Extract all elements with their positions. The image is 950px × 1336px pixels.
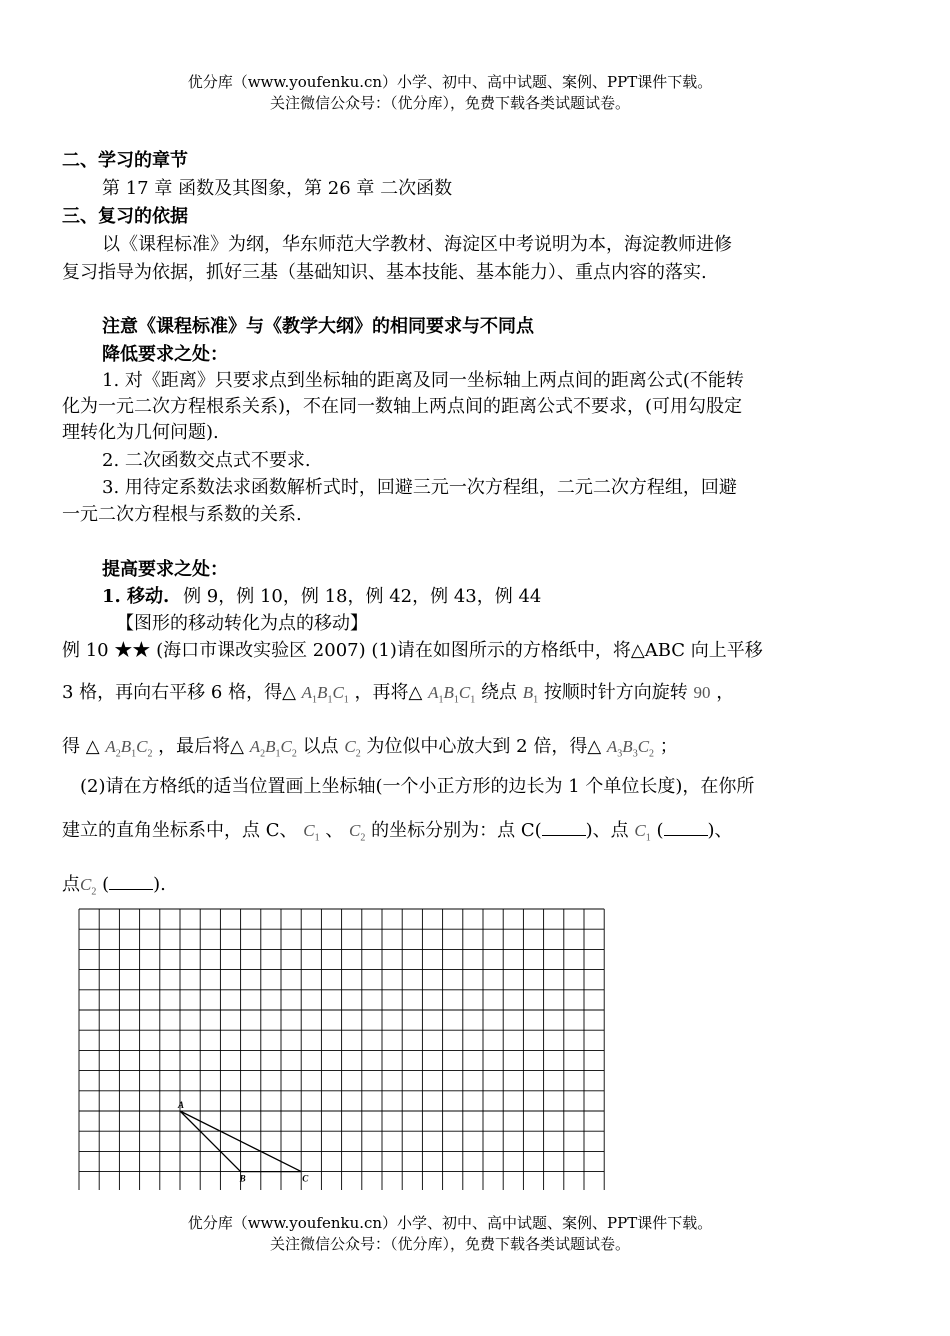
math-c2: $C_2$ <box>349 821 366 844</box>
math-b1: $B_1$ <box>522 683 539 706</box>
text-segment: ). <box>153 874 166 895</box>
math-a2b1c2: $A_2B_1C_2$ <box>105 737 153 760</box>
lower-item-3-line-2: 一元二次方程根与系数的关系. <box>62 504 302 525</box>
section-2-text: 第 17 章 函数及其图象，第 26 章 二次函数 <box>102 178 453 199</box>
vertex-label-b: B <box>239 1173 246 1184</box>
math-c1: $C_1$ <box>303 821 320 844</box>
text-segment: ，再将△ <box>354 682 423 703</box>
move-examples: 例 9，例 10，例 18，例 42，例 43，例 44 <box>183 586 542 607</box>
math-90-degree: 90 <box>693 683 711 702</box>
move-bracket: 【图形的移动转化为点的移动】 <box>116 613 368 634</box>
text-segment: 、 <box>325 820 344 841</box>
vertex-label-a: A <box>178 1100 185 1110</box>
lower-requirements-heading: 降低要求之处： <box>102 344 228 365</box>
footer-line-1: 优分库（www.youfenku.cn）小学、初中、高中试题、案例、PPT课件下载。 <box>187 1214 713 1232</box>
text-segment: 以点 <box>302 736 339 757</box>
answer-blank-c2[interactable] <box>109 873 153 890</box>
page-header <box>0 72 900 114</box>
text-segment: 按顺时针方向旋转 <box>543 682 688 703</box>
footer-line-2: 关注微信公众号：（优分库），免费下载各类试题试卷。 <box>269 1235 630 1253</box>
text-segment: 得 △ <box>62 736 100 757</box>
text-segment: )、 <box>707 820 733 841</box>
answer-blank-c[interactable] <box>542 819 586 836</box>
example-10-line-6 <box>62 870 852 897</box>
text-segment: 点 <box>62 874 80 895</box>
section-2-heading: 二、学习的章节 <box>62 150 188 171</box>
example-10-line-5 <box>62 816 852 843</box>
text-segment: ， <box>716 682 735 703</box>
section-3-para-line-1: 以《课程标准》为纲，华东师范大学教材、海淀区中考说明为本，海淀教师进修 <box>102 234 732 255</box>
example-10-line-1: 例 10 ★★ (海口市课改实验区 2007) (1)请在如图所示的方格纸中，将△ABC 向上平移 <box>62 640 763 661</box>
answer-blank-c1[interactable] <box>664 819 708 836</box>
section-3-heading: 三、复习的依据 <box>62 206 188 227</box>
math-c1: $C_1$ <box>634 821 651 844</box>
lower-item-1-line-3: 理转化为几何问题). <box>62 422 219 443</box>
math-a2b1c2: $A_2B_1C_2$ <box>249 737 297 760</box>
text-segment: ( <box>656 820 664 841</box>
math-a1b1c1: $A_1B_1C_1$ <box>301 683 349 706</box>
example-10-line-3 <box>62 732 852 759</box>
example-10-line-4: (2)请在方格纸的适当位置画上坐标轴(一个小正方形的边长为 1 个单位长度)，在你所 <box>80 776 755 797</box>
text-segment: 3 格，再向右平移 6 格，得△ <box>62 682 296 703</box>
header-line-1: 优分库（www.youfenku.cn）小学、初中、高中试题、案例、PPT课件下载。 <box>187 73 713 91</box>
section-3-para-line-2: 复习指导为依据，抓好三基（基础知识、基本技能、基本能力）、重点内容的落实. <box>62 262 707 283</box>
text-segment: )、点 <box>585 820 629 841</box>
text-segment: 的坐标分别为：点 C( <box>371 820 542 841</box>
text-segment: 建立的直角坐标系中，点 C、 <box>62 820 298 841</box>
vertex-label-c: C <box>302 1173 309 1184</box>
text-segment: ，最后将△ <box>158 736 245 757</box>
grid-figure <box>78 908 606 1190</box>
math-a3b3c2: $A_3B_3C_2$ <box>606 737 655 760</box>
lower-item-1-line-1: 1. 对《距离》只要求点到坐标轴的距离及同一坐标轴上两点间的距离公式(不能转 <box>102 370 744 391</box>
text-segment: 为位似中心放大到 2 倍，得△ <box>366 736 602 757</box>
text-segment: ( <box>102 874 110 895</box>
note-heading: 注意《课程标准》与《教学大纲》的相同要求与不同点 <box>102 316 534 337</box>
math-a1b1c1: $A_1B_1C_1$ <box>428 683 476 706</box>
math-c2: $C_2$ <box>80 875 97 898</box>
raise-requirements-heading: 提高要求之处： <box>102 559 228 580</box>
page-footer <box>0 1213 900 1255</box>
header-line-2: 关注微信公众号：（优分库），免费下载各类试题试卷。 <box>269 94 630 112</box>
text-segment: 绕点 <box>480 682 517 703</box>
lower-item-1-line-2: 化为一元二次方程根系关系)，不在同一数轴上两点间的距离公式不要求，(可用勾股定 <box>62 396 743 417</box>
move-line <box>62 582 892 608</box>
lower-item-2: 2. 二次函数交点式不要求. <box>102 450 311 471</box>
example-10-line-2 <box>62 678 852 705</box>
lower-item-3-line-1: 3. 用待定系数法求函数解析式时，回避三元一次方程组，二元二次方程组，回避 <box>102 477 737 498</box>
math-c2: $C_2$ <box>344 737 361 760</box>
text-segment: ； <box>659 736 678 757</box>
move-label: 1. 移动. <box>102 586 170 607</box>
